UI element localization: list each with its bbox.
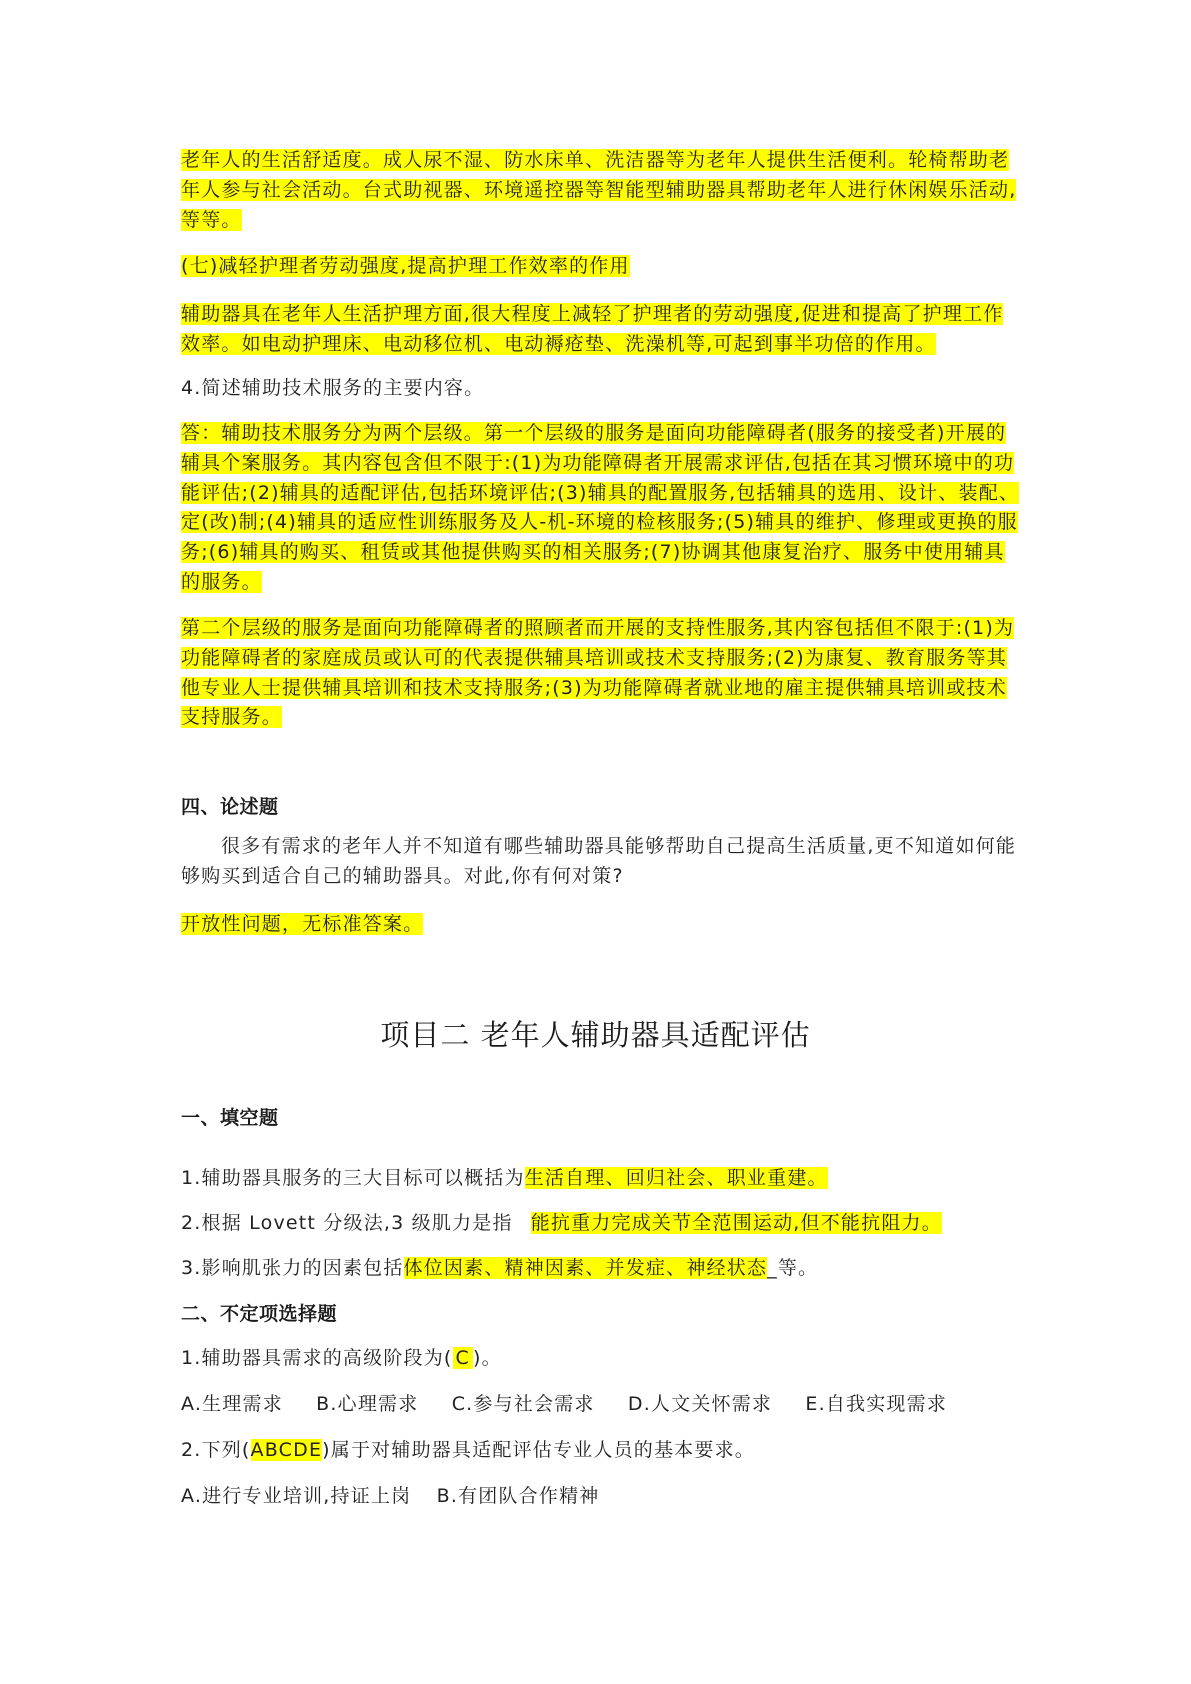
question-4: 4.简述辅助技术服务的主要内容。: [181, 377, 485, 399]
paragraph-care: [181, 300, 1021, 360]
highlighted-text: 辅助器具在老年人生活护理方面,很大程度上减轻了护理者的劳动强度,促进和提高了护理工作效率。如电动护理床、电动移位机、电动褥疮垫、洗澡机等,可起到事半功倍的作用。: [181, 303, 1004, 355]
choice-options-1: [181, 1390, 1021, 1420]
project-title: 项目二 老年人辅助器具适配评估: [380, 1018, 811, 1052]
answer-highlight: C: [453, 1347, 473, 1369]
essay-heading: 四、论述题: [181, 796, 279, 818]
option-b: B.有团队合作精神: [436, 1485, 600, 1507]
option-e: E.自我实现需求: [805, 1393, 948, 1415]
answer-highlight: 能抗重力完成关节全范围运动,但不能抗阻力。: [530, 1212, 942, 1234]
fill-question-1: 1.辅助器具服务的三大目标可以概括为生活自理、回归社会、职业重建。: [181, 1167, 828, 1189]
option-d: D.人文关怀需求: [627, 1393, 773, 1415]
highlighted-text: (七)减轻护理者劳动强度,提高护理工作效率的作用: [181, 255, 630, 277]
highlighted-text: 开放性问题，无标准答案。: [181, 913, 424, 935]
essay-answer: [181, 910, 1021, 940]
choice-heading: 二、不定项选择题: [181, 1303, 338, 1325]
choice-question-1: 1.辅助器具需求的高级阶段为( C )。: [181, 1347, 502, 1369]
option-a: A.生理需求: [181, 1393, 283, 1415]
fill-heading: 一、填空题: [181, 1107, 279, 1129]
highlighted-text: 答：辅助技术服务分为两个层级。第一个层级的服务是面向功能障碍者(服务的接受者)开展的辅具个案服务。其内容包含但不限于:(1)为功能障碍者开展需求评估,包括在其习惯环境中的功能评估;(2)辅具的适配评估,包括环境评估;(3)辅具的配置服务,包括辅具的选用、设计、装配、定(改)制;(4)辅具的适应性训练服务及人-机-环境的检核服务;(5)辅具的维护、修理或更换的服务;(6)辅具的购买、租赁或其他提供购买的相关服务;(7)协调其他康复治疗、服务中使用辅具的服务。: [181, 422, 1020, 593]
choice-options-2: [181, 1482, 1021, 1512]
highlighted-text: 第二个层级的服务是面向功能障碍者的照顾者而开展的支持性服务,其内容包括但不限于:(1)为功能障碍者的家庭成员或认可的代表提供辅具培训或技术支持服务;(2)为康复、教育服务等其他专业人士提供辅具培训和技术支持服务;(3)为功能障碍者就业地的雇主提供辅具培训或技术支持服务。: [181, 617, 1015, 729]
answer-highlight: ABCDE: [250, 1439, 323, 1461]
answer-highlight: 生活自理、回归社会、职业重建。: [524, 1167, 828, 1189]
option-b: B.心理需求: [316, 1393, 419, 1415]
option-a: A.进行专业培训,持证上岗: [181, 1485, 412, 1507]
answer-4-part1: [181, 419, 1021, 598]
paragraph-comfort: [181, 146, 1021, 235]
highlighted-text: 老年人的生活舒适度。成人尿不湿、防水床单、洗洁器等为老年人提供生活便利。轮椅帮助老年人参与社会活动。台式助视器、环境遥控器等智能型辅助器具帮助老年人进行休闲娱乐活动,等等。: [181, 149, 1017, 231]
essay-question: 很多有需求的老年人并不知道有哪些辅助器具能够帮助自己提高生活质量,更不知道如何能够购买到适合自己的辅助器具。对此,你有何对策?: [181, 835, 1017, 887]
choice-question-2: 2.下列(ABCDE)属于对辅助器具适配评估专业人员的基本要求。: [181, 1439, 755, 1461]
fill-question-2: 2.根据 Lovett 分级法,3 级肌力是指 能抗重力完成关节全范围运动,但不能抗阻力。: [181, 1212, 942, 1234]
option-c: C.参与社会需求: [451, 1393, 595, 1415]
subheading-seven: [181, 252, 1021, 282]
fill-question-3: 3.影响肌张力的因素包括体位因素、精神因素、并发症、神经状态_等。: [181, 1257, 819, 1279]
answer-4-part2: [181, 614, 1021, 733]
answer-highlight: 体位因素、精神因素、并发症、神经状态: [403, 1257, 768, 1279]
